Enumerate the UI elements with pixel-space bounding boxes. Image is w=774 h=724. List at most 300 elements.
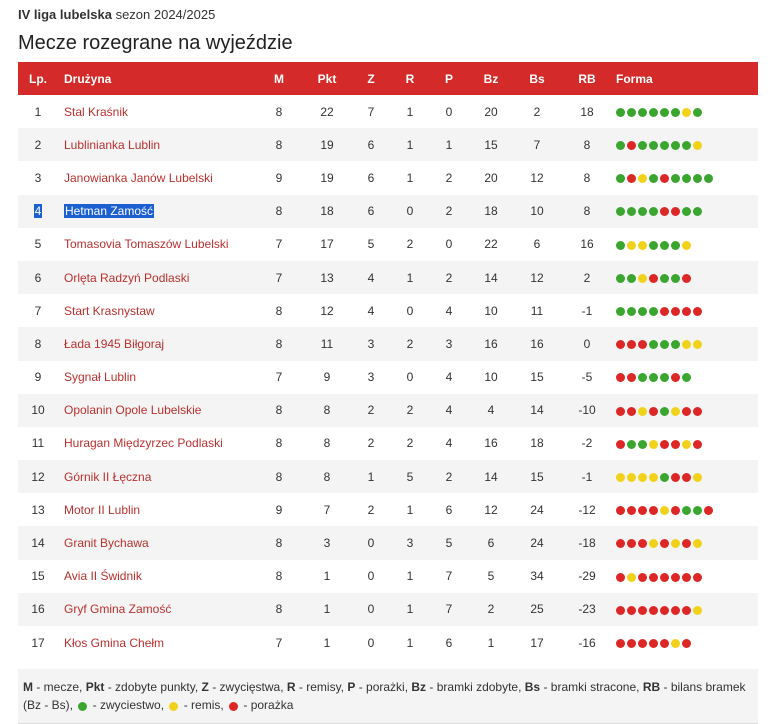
position-number: 3 [34,170,42,185]
cell-bz: 10 [484,370,498,385]
legend-text-bz: - bramki zdobyte, [426,680,525,695]
win-dot-icon [649,108,658,117]
cell-team [58,161,254,194]
loss-dot-icon [649,573,658,582]
cell-rb: 0 [583,336,591,351]
loss-dot-icon [638,639,647,648]
loss-dot-icon [660,539,669,548]
win-dot-icon [671,340,680,349]
cell-pkt: 3 [323,536,331,551]
win-dot-icon [682,506,691,515]
team-link[interactable]: Gryf Gmina Zamość [64,602,172,617]
draw-dot-icon [169,702,178,711]
cell-team [58,460,254,493]
table-row [18,460,758,493]
cell-bs: 2 [533,104,541,119]
cell-rb: 18 [580,104,594,119]
cell-m: 8 [275,303,283,318]
position-number: 6 [34,270,42,285]
draw-dot-icon [627,573,636,582]
cell-rb: -29 [578,569,596,584]
position-number: 13 [31,502,45,517]
table-row [18,361,758,394]
cell-p: 7 [445,569,453,584]
position-number: 11 [31,436,45,451]
cell-bz: 15 [484,137,498,152]
team-link[interactable]: Motor II Lublin [64,502,141,517]
cell-lp [18,195,58,228]
cell-form [612,228,758,261]
cell-r: 1 [406,104,414,119]
loss-dot-icon [660,307,669,316]
cell-bz: 14 [484,469,498,484]
team-link[interactable]: Granit Bychawa [64,536,149,551]
loss-dot-icon [660,207,669,216]
cell-m: 7 [275,270,283,285]
loss-dot-icon [671,473,680,482]
table-row [18,195,758,228]
cell-z: 6 [367,170,375,185]
cell-r: 0 [406,370,414,385]
cell-rb: 2 [583,270,591,285]
loss-dot-icon [649,274,658,283]
loss-dot-icon [649,639,658,648]
draw-dot-icon [682,108,691,117]
table-row [18,626,758,659]
cell-bz: 16 [484,336,498,351]
cell-form [612,361,758,394]
draw-dot-icon [682,241,691,250]
col-form: Forma [616,71,653,86]
legend-text-m: - mecze, [33,680,86,695]
page-title: Mecze rozegrane na wyjeździe [18,32,293,54]
loss-dot-icon [671,307,680,316]
cell-team [58,560,254,593]
col-z[interactable]: Z [367,71,375,86]
draw-dot-icon [693,606,702,615]
win-dot-icon [616,241,625,250]
cell-form [612,128,758,161]
cell-rb: 16 [580,237,594,252]
table-header-row [18,62,758,95]
cell-pkt: 8 [323,436,331,451]
draw-dot-icon [682,340,691,349]
draw-dot-icon [616,473,625,482]
legend-key-bz: Bz [411,680,427,695]
table-row [18,560,758,593]
cell-p: 7 [445,602,453,617]
team-link[interactable]: Stal Kraśnik [64,104,129,119]
win-dot-icon [649,207,658,216]
loss-dot-icon [627,174,636,183]
legend-key-r: R [286,680,296,695]
win-dot-icon [616,108,625,117]
legend-key-m: M [23,680,33,695]
loss-dot-icon [671,373,680,382]
cell-pkt: 9 [323,370,331,385]
cell-p: 5 [445,536,453,551]
cell-lp [18,228,58,261]
cell-form [612,161,758,194]
cell-pkt: 17 [320,237,334,252]
loss-dot-icon [660,440,669,449]
cell-m: 7 [275,237,283,252]
win-dot-icon [616,141,625,150]
legend-text-p: - porażki, [355,680,412,695]
win-dot-icon [671,141,680,150]
loss-dot-icon [627,506,636,515]
team-link[interactable]: Orlęta Radzyń Podlaski [64,270,190,285]
cell-r: 1 [406,170,414,185]
win-dot-icon [638,108,647,117]
loss-dot-icon [682,639,691,648]
team-link[interactable]: Janowianka Janów Lubelski [64,170,213,185]
table-row [18,427,758,460]
win-dot-icon [616,307,625,316]
loss-dot-icon [627,639,636,648]
win-dot-icon [693,108,702,117]
cell-r: 2 [406,436,414,451]
cell-z: 0 [367,536,375,551]
legend [18,669,758,724]
loss-dot-icon [682,473,691,482]
cell-bz: 20 [484,170,498,185]
cell-bs: 15 [530,469,544,484]
col-team[interactable]: Drużyna [64,71,112,86]
loss-dot-icon [638,606,647,615]
cell-rb: -1 [581,303,593,318]
legend-key-rb: RB [642,680,661,695]
table-row [18,161,758,194]
cell-m: 8 [275,569,283,584]
cell-m: 7 [275,635,283,650]
position-number: 12 [31,469,45,484]
win-dot-icon [660,274,669,283]
draw-dot-icon [638,274,647,283]
position-number: 16 [31,602,45,617]
loss-dot-icon [682,573,691,582]
win-dot-icon [638,207,647,216]
draw-dot-icon [638,473,647,482]
win-dot-icon [660,241,669,250]
col-pkt[interactable]: Pkt [317,71,337,86]
cell-r: 1 [406,602,414,617]
cell-form [612,626,758,659]
cell-p: 4 [445,370,453,385]
cell-rb: -23 [578,602,596,617]
loss-dot-icon [627,340,636,349]
loss-dot-icon [671,573,680,582]
legend-text-rb: - bilans bramek (Bz - Bs), [23,680,746,713]
cell-form [612,526,758,559]
cell-form [612,327,758,360]
cell-team [58,327,254,360]
cell-team [58,526,254,559]
cell-z: 3 [367,336,375,351]
cell-team [58,361,254,394]
cell-pkt: 12 [320,303,334,318]
position-number: 2 [34,137,42,152]
cell-rb: -12 [578,502,596,517]
win-dot-icon [660,373,669,382]
loss-dot-icon [638,539,647,548]
win-dot-icon [693,174,702,183]
loss-dot-icon [660,606,669,615]
win-dot-icon [78,702,87,711]
draw-dot-icon [671,639,680,648]
cell-pkt: 8 [323,469,331,484]
cell-rb: 8 [583,170,591,185]
cell-r: 1 [406,270,414,285]
team-link[interactable]: Hetman Zamość [65,204,154,219]
cell-p: 2 [445,170,453,185]
loss-dot-icon [682,407,691,416]
loss-dot-icon [627,407,636,416]
cell-pkt: 18 [320,204,334,219]
col-bs[interactable]: Bs [529,71,545,86]
cell-team [58,626,254,659]
cell-m: 8 [275,104,283,119]
cell-rb: -5 [581,370,593,385]
cell-r: 1 [406,137,414,152]
win-dot-icon [660,407,669,416]
win-dot-icon [671,274,680,283]
win-dot-icon [616,174,625,183]
loss-dot-icon [682,539,691,548]
league-line [18,6,758,24]
league-name[interactable]: IV liga lubelska [18,7,112,22]
season-label: sezon 2024/2025 [115,7,216,22]
win-dot-icon [627,274,636,283]
win-dot-icon [660,141,669,150]
cell-form [612,460,758,493]
draw-dot-icon [693,340,702,349]
cell-m: 8 [275,336,283,351]
team-link[interactable]: Łada 1945 Biłgoraj [64,336,165,351]
loss-dot-icon [693,440,702,449]
team-link[interactable]: Lublinianka Lublin [64,137,161,152]
table-row [18,493,758,526]
table-row [18,95,758,128]
loss-dot-icon [682,606,691,615]
win-dot-icon [682,174,691,183]
legend-key-bs: Bs [524,680,541,695]
cell-form [612,261,758,294]
cell-p: 4 [445,436,453,451]
cell-z: 0 [367,569,375,584]
win-dot-icon [660,473,669,482]
cell-r: 0 [406,303,414,318]
position-number: 15 [31,569,45,584]
team-link[interactable]: Start Krasnystaw [64,303,155,318]
win-dot-icon [627,440,636,449]
cell-z: 0 [367,635,375,650]
win-dot-icon [660,340,669,349]
cell-bz: 10 [484,303,498,318]
cell-bs: 11 [530,303,544,318]
cell-team [58,427,254,460]
loss-dot-icon [638,573,647,582]
team-link[interactable]: Avia II Świdnik [64,569,142,584]
win-dot-icon [638,141,647,150]
cell-bs: 24 [530,502,544,517]
loss-dot-icon [627,141,636,150]
position-number: 7 [34,303,42,318]
cell-r: 2 [406,403,414,418]
draw-dot-icon [693,141,702,150]
col-p[interactable]: P [444,71,453,86]
loss-dot-icon [660,174,669,183]
win-dot-icon [682,373,691,382]
cell-team [58,195,254,228]
cell-rb: -10 [578,403,596,418]
col-m[interactable]: M [274,71,284,86]
win-dot-icon [693,506,702,515]
cell-team [58,261,254,294]
loss-dot-icon [693,573,702,582]
cell-p: 4 [445,403,453,418]
team-link[interactable]: Tomasovia Tomaszów Lubelski [64,237,229,252]
cell-lp [18,261,58,294]
legend-text-pkt: - zdobyte punkty, [104,680,202,695]
cell-bs: 12 [530,270,544,285]
loss-dot-icon [660,573,669,582]
win-dot-icon [704,174,713,183]
legend-text-draw: - remis, [180,698,228,713]
cell-z: 7 [367,104,375,119]
position-number: 9 [34,370,42,385]
team-link[interactable]: Kłos Gmina Chełm [64,635,165,650]
cell-m: 8 [275,602,283,617]
loss-dot-icon [616,373,625,382]
loss-dot-icon [616,340,625,349]
cell-pkt: 19 [320,170,334,185]
win-dot-icon [682,207,691,216]
win-dot-icon [660,108,669,117]
cell-lp [18,294,58,327]
position-number: 14 [31,536,45,551]
cell-bz: 4 [487,403,495,418]
team-link[interactable]: Górnik II Łęczna [64,469,152,484]
position-number: 4 [34,204,42,219]
cell-form [612,394,758,427]
cell-rb: -1 [581,469,593,484]
win-dot-icon [671,108,680,117]
cell-bs: 17 [530,635,544,650]
table-row [18,294,758,327]
win-dot-icon [649,340,658,349]
cell-bz: 18 [484,204,498,219]
win-dot-icon [616,274,625,283]
loss-dot-icon [660,639,669,648]
cell-rb: -2 [581,436,593,451]
cell-bz: 1 [487,635,495,650]
cell-rb: 8 [583,137,591,152]
win-dot-icon [649,241,658,250]
cell-form [612,560,758,593]
team-link[interactable]: Opolanin Opole Lubelskie [64,403,202,418]
cell-m: 8 [275,403,283,418]
cell-rb: -18 [578,536,596,551]
cell-pkt: 1 [323,602,331,617]
cell-m: 8 [275,137,283,152]
cell-bz: 12 [484,502,498,517]
cell-p: 2 [445,204,453,219]
win-dot-icon [649,307,658,316]
loss-dot-icon [627,373,636,382]
cell-lp [18,560,58,593]
loss-dot-icon [671,506,680,515]
table-row [18,526,758,559]
draw-dot-icon [649,539,658,548]
cell-pkt: 1 [323,635,331,650]
cell-z: 5 [367,237,375,252]
loss-dot-icon [616,440,625,449]
cell-team [58,294,254,327]
position-number: 10 [31,403,45,418]
col-r[interactable]: R [405,71,415,86]
team-link[interactable]: Sygnał Lublin [64,370,137,385]
legend-text-bs: - bramki stracone, [540,680,643,695]
win-dot-icon [638,307,647,316]
cell-pkt: 8 [323,403,331,418]
cell-bs: 18 [530,436,544,451]
col-rb[interactable]: RB [578,71,596,86]
cell-team [58,394,254,427]
win-dot-icon [616,207,625,216]
cell-bs: 12 [530,170,544,185]
loss-dot-icon [616,506,625,515]
cell-p: 3 [445,336,453,351]
draw-dot-icon [693,473,702,482]
loss-dot-icon [671,440,680,449]
standings-table [18,62,758,659]
cell-r: 1 [406,569,414,584]
win-dot-icon [627,108,636,117]
legend-key-pkt: Pkt [85,680,105,695]
cell-team [58,128,254,161]
team-link[interactable]: Huragan Międzyrzec Podlaski [64,436,223,451]
cell-lp [18,626,58,659]
draw-dot-icon [638,241,647,250]
cell-bs: 7 [533,137,541,152]
loss-dot-icon [616,573,625,582]
draw-dot-icon [671,539,680,548]
cell-bs: 34 [530,569,544,584]
cell-lp [18,394,58,427]
cell-bs: 16 [530,336,544,351]
cell-lp [18,161,58,194]
cell-z: 2 [367,403,375,418]
col-bz[interactable]: Bz [483,71,499,86]
cell-bs: 10 [530,204,544,219]
cell-z: 0 [367,602,375,617]
loss-dot-icon [616,539,625,548]
win-dot-icon [682,141,691,150]
cell-bs: 25 [530,602,544,617]
cell-lp [18,95,58,128]
col-lp[interactable]: Lp. [29,71,47,86]
position-number: 1 [34,104,42,119]
win-dot-icon [627,207,636,216]
cell-team [58,95,254,128]
cell-lp [18,526,58,559]
draw-dot-icon [660,506,669,515]
position-number: 17 [31,635,45,650]
legend-text-loss: - porażka [240,698,294,713]
win-dot-icon [671,174,680,183]
loss-dot-icon [671,207,680,216]
